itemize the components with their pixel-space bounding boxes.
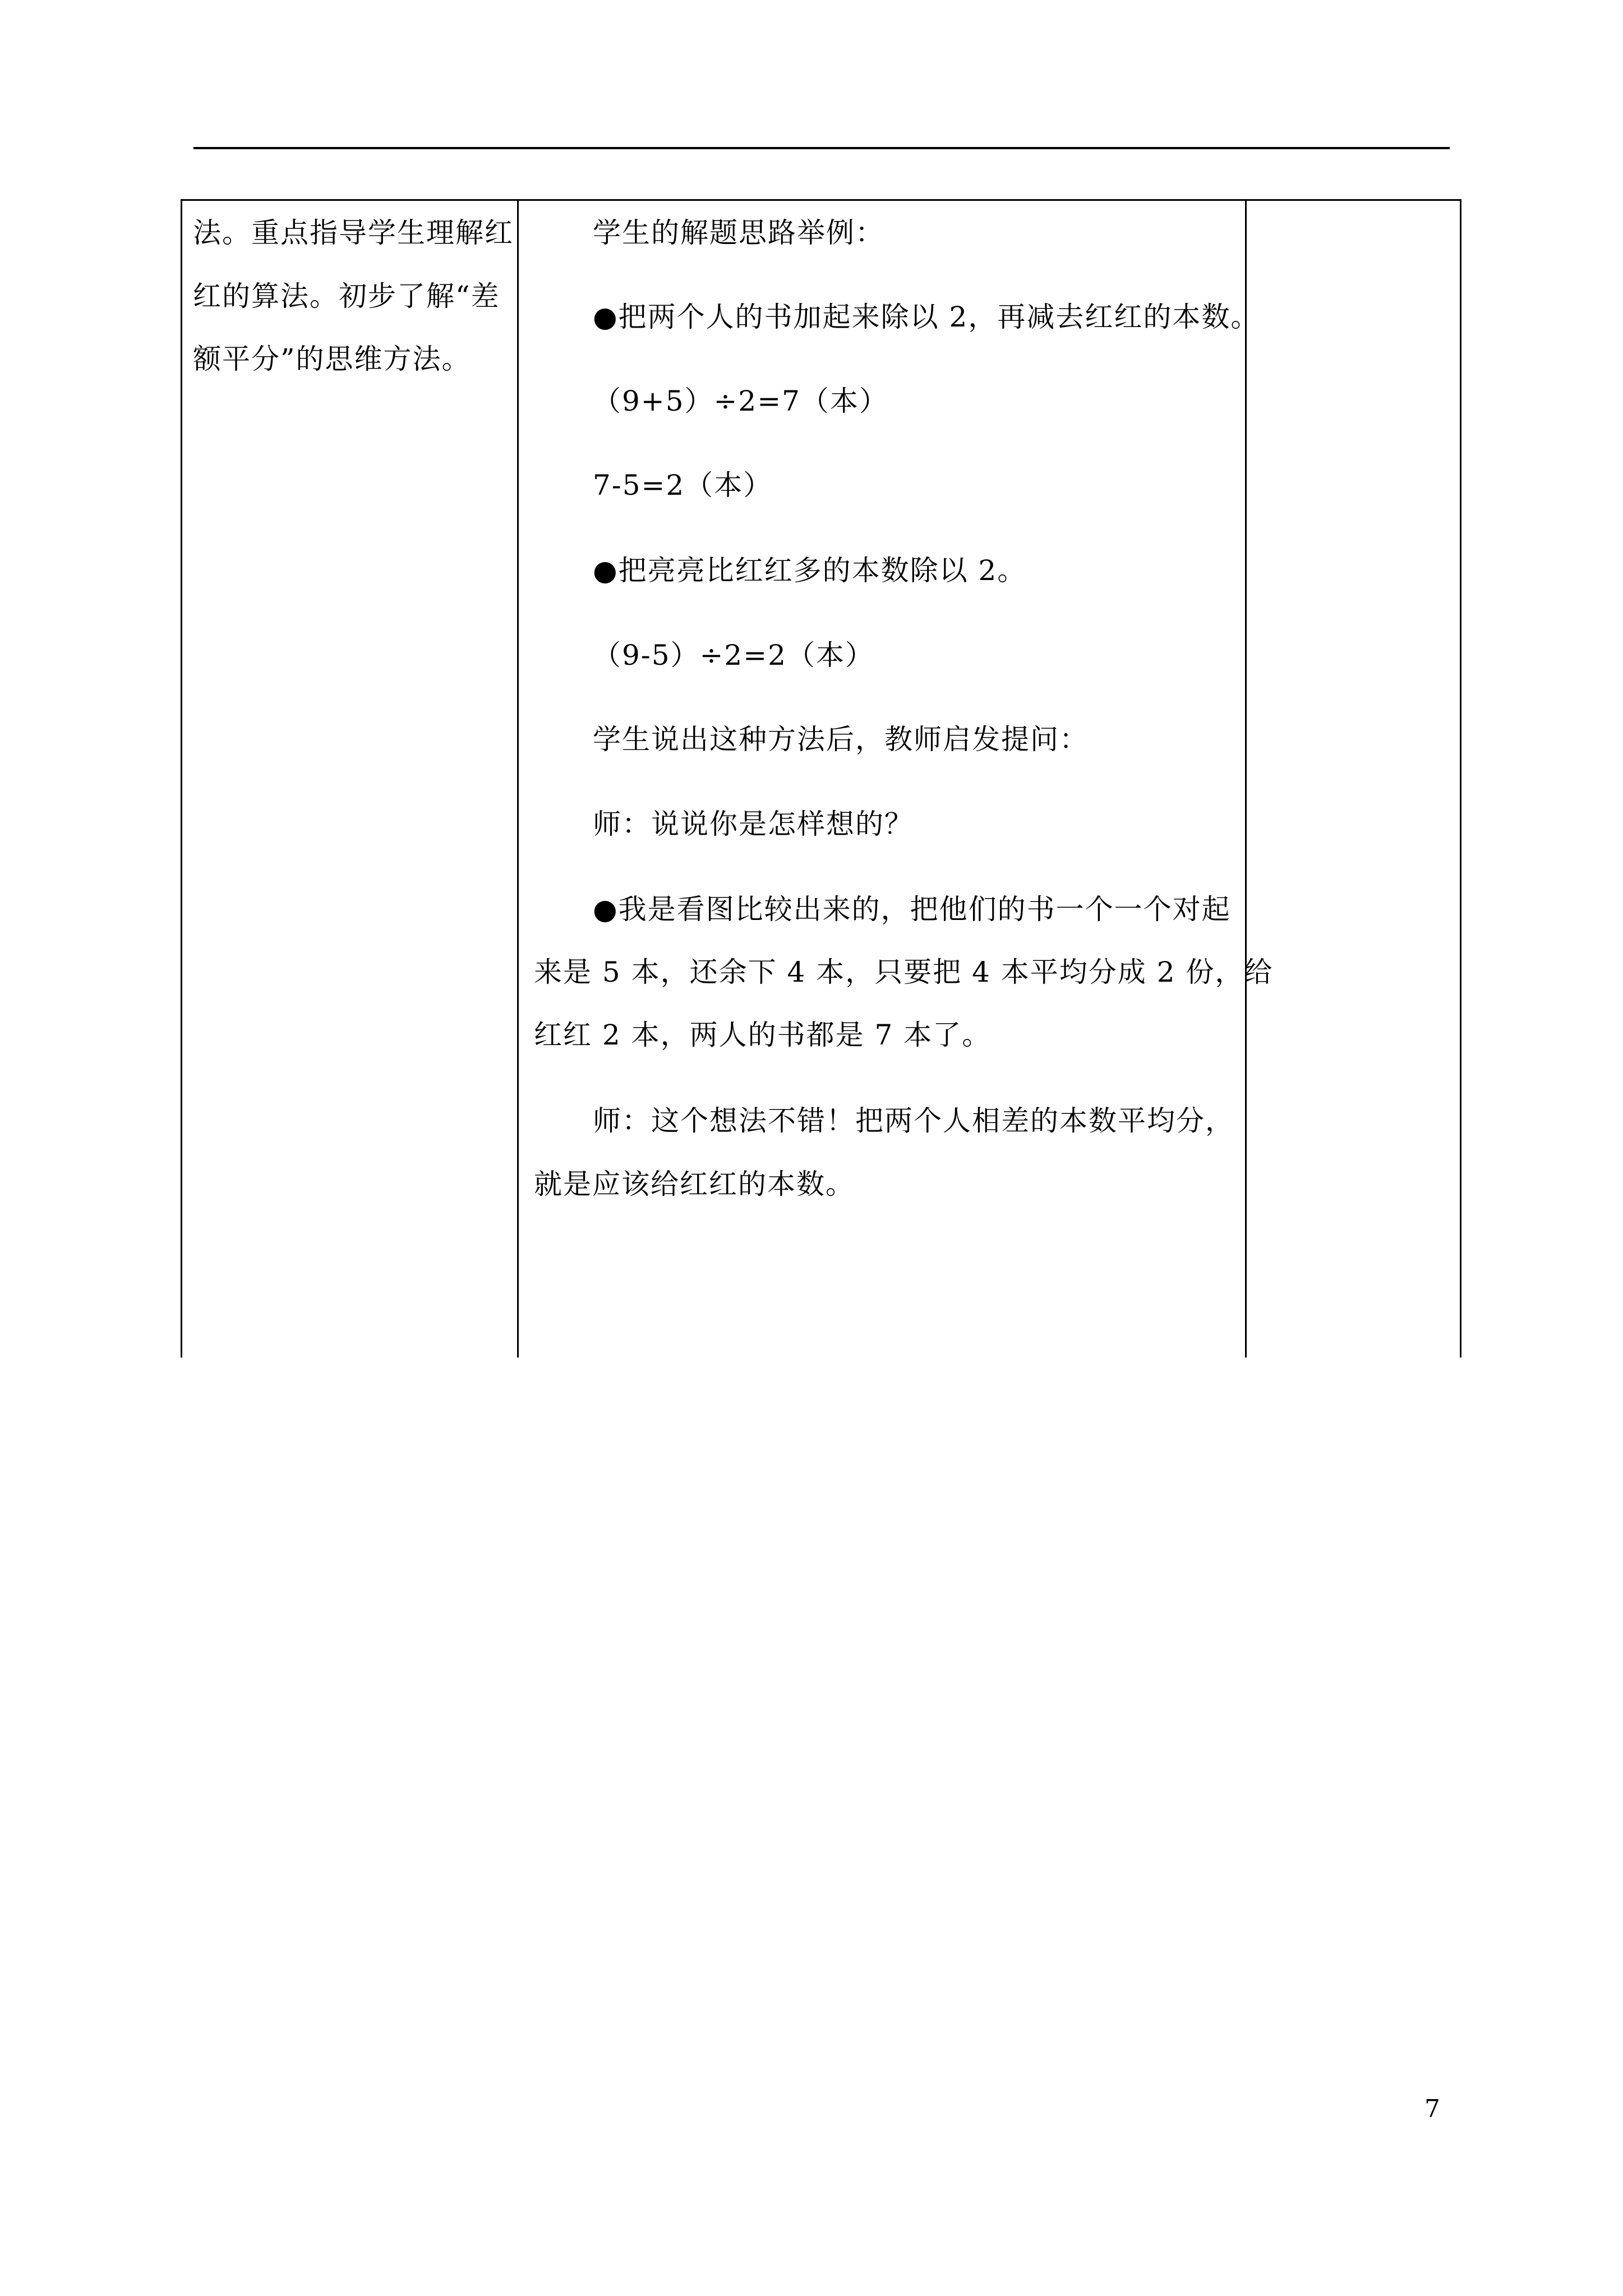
table-left-border [181,199,182,1358]
method-2-text: ●把亮亮比红红多的本数除以 2。 [593,554,1027,587]
objectives-line-3: 额平分”的思维方法。 [193,343,471,375]
table-right-border [1460,199,1461,1358]
page-number: 7 [1424,2095,1440,2123]
objectives-line-2: 红的算法。初步了解“差 [193,280,500,312]
method-1-text: ●把两个人的书加起来除以 2，再减去红红的本数。 [593,301,1260,333]
equation-2: 7-5=2（本） [593,469,773,501]
student-answer-line-1: ●我是看图比较出来的，把他们的书一个一个对起 [593,893,1231,926]
objectives-line-1: 法。重点指导学生理解红 [193,217,514,249]
student-answer-line-3: 红红 2 本，两人的书都是 7 本了。 [534,1019,992,1051]
teacher-comment-line-1: 师：这个想法不错！把两个人相差的本数平均分， [593,1105,1234,1137]
teacher-question: 师：说说你是怎样想的？ [593,808,914,840]
table-top-border [181,199,1461,201]
table-divider-1 [517,199,519,1358]
intro-text: 学生的解题思路举例： [593,217,884,249]
teacher-comment-line-2: 就是应该给红红的本数。 [534,1168,855,1200]
header-rule [193,147,1450,149]
prompt-text: 学生说出这种方法后，教师启发提问： [593,723,1089,756]
student-answer-line-2: 来是 5 本，还余下 4 本，只要把 4 本平均分成 2 份，给 [534,956,1274,988]
equation-3: （9-5）÷2=2（本） [593,639,874,671]
table-divider-2 [1245,199,1247,1358]
equation-1: （9+5）÷2=7（本） [593,385,888,417]
lesson-table [181,199,1461,1358]
